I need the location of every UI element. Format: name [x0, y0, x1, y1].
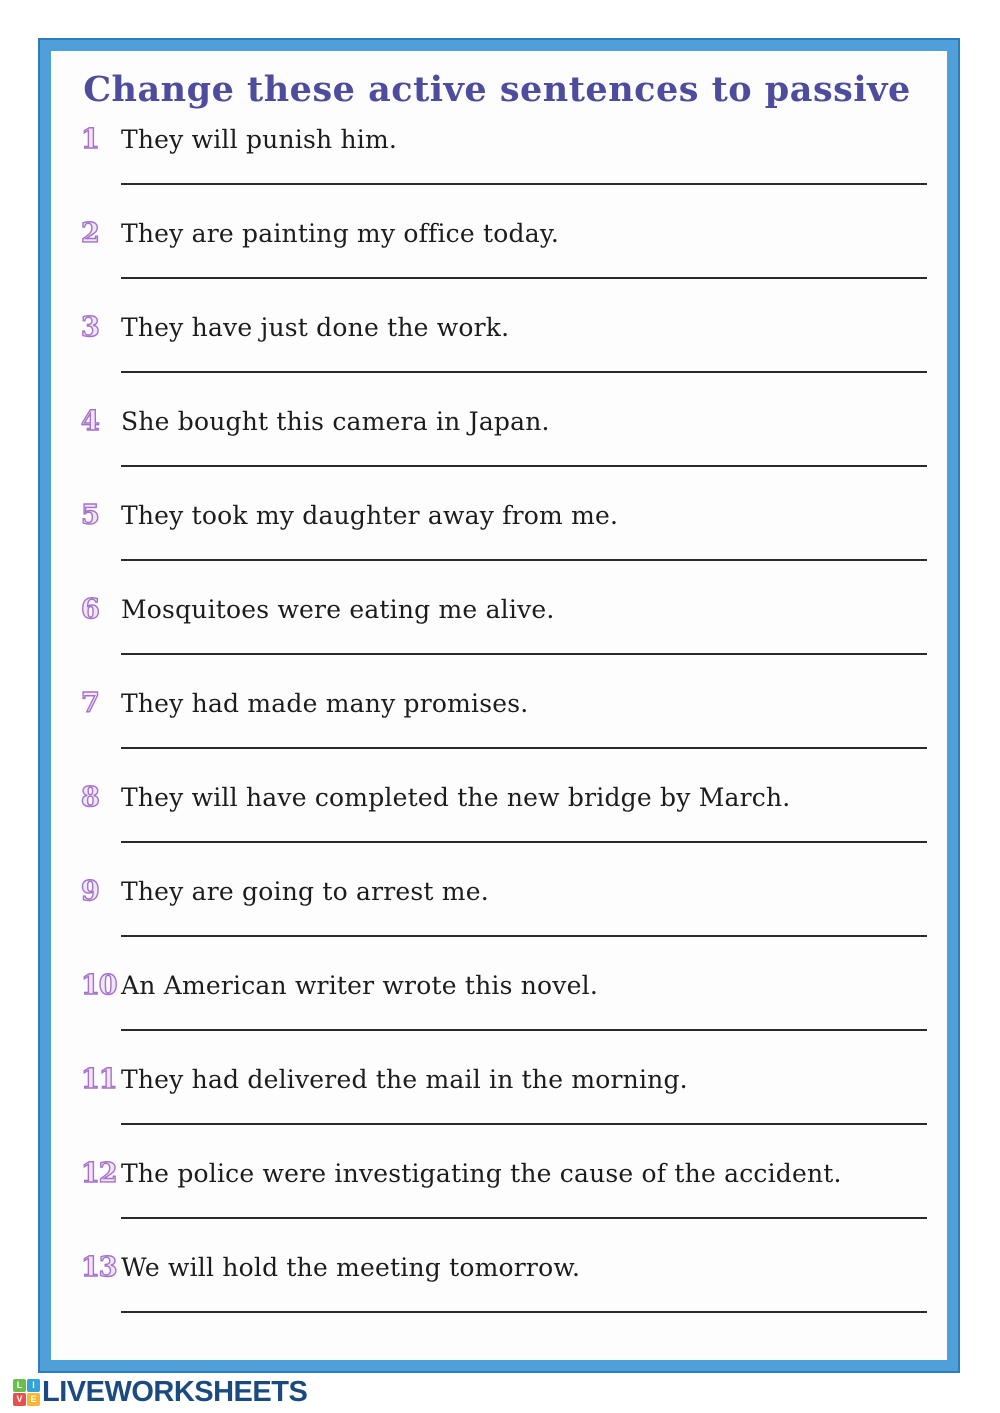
item-number: 13 — [81, 1252, 117, 1283]
item-number: 12 — [81, 1158, 117, 1189]
worksheet-item — [81, 312, 913, 373]
item-sentence: Mosquitoes were eating me alive. — [121, 595, 555, 624]
item-sentence: They took my daughter away from me. — [121, 501, 619, 530]
worksheet-item — [81, 594, 913, 655]
item-number: 9 — [81, 876, 99, 907]
answer-blank[interactable] — [121, 1029, 927, 1031]
item-number: 11 — [81, 1064, 117, 1095]
item-sentence: They had delivered the mail in the morning. — [121, 1065, 688, 1094]
item-sentence: They had made many promises. — [121, 689, 529, 718]
item-number: 2 — [81, 218, 99, 249]
sentence-row — [81, 688, 913, 720]
sentence-row — [81, 594, 913, 626]
sentence-row — [81, 500, 913, 532]
liveworksheets-footer — [13, 1376, 307, 1409]
worksheet-frame — [40, 40, 958, 1371]
item-sentence: The police were investigating the cause of the accident. — [121, 1159, 842, 1188]
answer-blank[interactable] — [121, 465, 927, 467]
worksheet-item — [81, 1158, 913, 1219]
answer-blank[interactable] — [121, 747, 927, 749]
answer-blank[interactable] — [121, 183, 927, 185]
item-number: 3 — [81, 312, 99, 343]
liveworksheets-logo-icon — [13, 1379, 40, 1406]
sentence-row — [81, 124, 913, 156]
worksheet-item — [81, 124, 913, 185]
item-sentence: An American writer wrote this novel. — [121, 971, 598, 1000]
answer-blank[interactable] — [121, 653, 927, 655]
logo-square-i: I — [27, 1379, 40, 1392]
logo-square-l: L — [13, 1379, 26, 1392]
item-sentence: We will hold the meeting tomorrow. — [121, 1253, 581, 1282]
worksheet-item — [81, 970, 913, 1031]
item-sentence: They have just done the work. — [121, 313, 510, 342]
item-sentence: She bought this camera in Japan. — [121, 407, 550, 436]
item-sentence: They will punish him. — [121, 125, 398, 154]
worksheet-item — [81, 406, 913, 467]
worksheet-item — [81, 688, 913, 749]
answer-blank[interactable] — [121, 841, 927, 843]
answer-blank[interactable] — [121, 935, 927, 937]
worksheet-item — [81, 782, 913, 843]
sentence-row — [81, 1064, 913, 1096]
answer-blank[interactable] — [121, 559, 927, 561]
item-sentence: They will have completed the new bridge by March. — [121, 783, 791, 812]
answer-blank[interactable] — [121, 1311, 927, 1313]
item-sentence: They are painting my office today. — [121, 219, 559, 248]
worksheet-item — [81, 218, 913, 279]
worksheet-item — [81, 1064, 913, 1125]
item-number: 5 — [81, 500, 99, 531]
worksheet-item — [81, 500, 913, 561]
item-number: 7 — [81, 688, 99, 719]
sentence-row — [81, 782, 913, 814]
sentence-row — [81, 1158, 913, 1190]
logo-square-e: E — [27, 1393, 40, 1406]
sentence-row — [81, 406, 913, 438]
page-title: Change these active sentences to passive — [83, 69, 911, 110]
item-number: 6 — [81, 594, 99, 625]
logo-square-v: V — [13, 1393, 26, 1406]
sentence-row — [81, 876, 913, 908]
sentence-row — [81, 218, 913, 250]
item-number: 8 — [81, 782, 99, 813]
items-list — [81, 124, 913, 1313]
sentence-row — [81, 312, 913, 344]
answer-blank[interactable] — [121, 1123, 927, 1125]
sentence-row — [81, 970, 913, 1002]
worksheet-item — [81, 876, 913, 937]
item-sentence: They are going to arrest me. — [121, 877, 489, 906]
answer-blank[interactable] — [121, 371, 927, 373]
answer-blank[interactable] — [121, 277, 927, 279]
answer-blank[interactable] — [121, 1217, 927, 1219]
item-number: 1 — [81, 124, 99, 155]
item-number: 4 — [81, 406, 99, 437]
liveworksheets-logo-text: LIVEWORKSHEETS — [42, 1376, 308, 1408]
sentence-row — [81, 1252, 913, 1284]
worksheet-item — [81, 1252, 913, 1313]
item-number: 10 — [81, 970, 117, 1001]
